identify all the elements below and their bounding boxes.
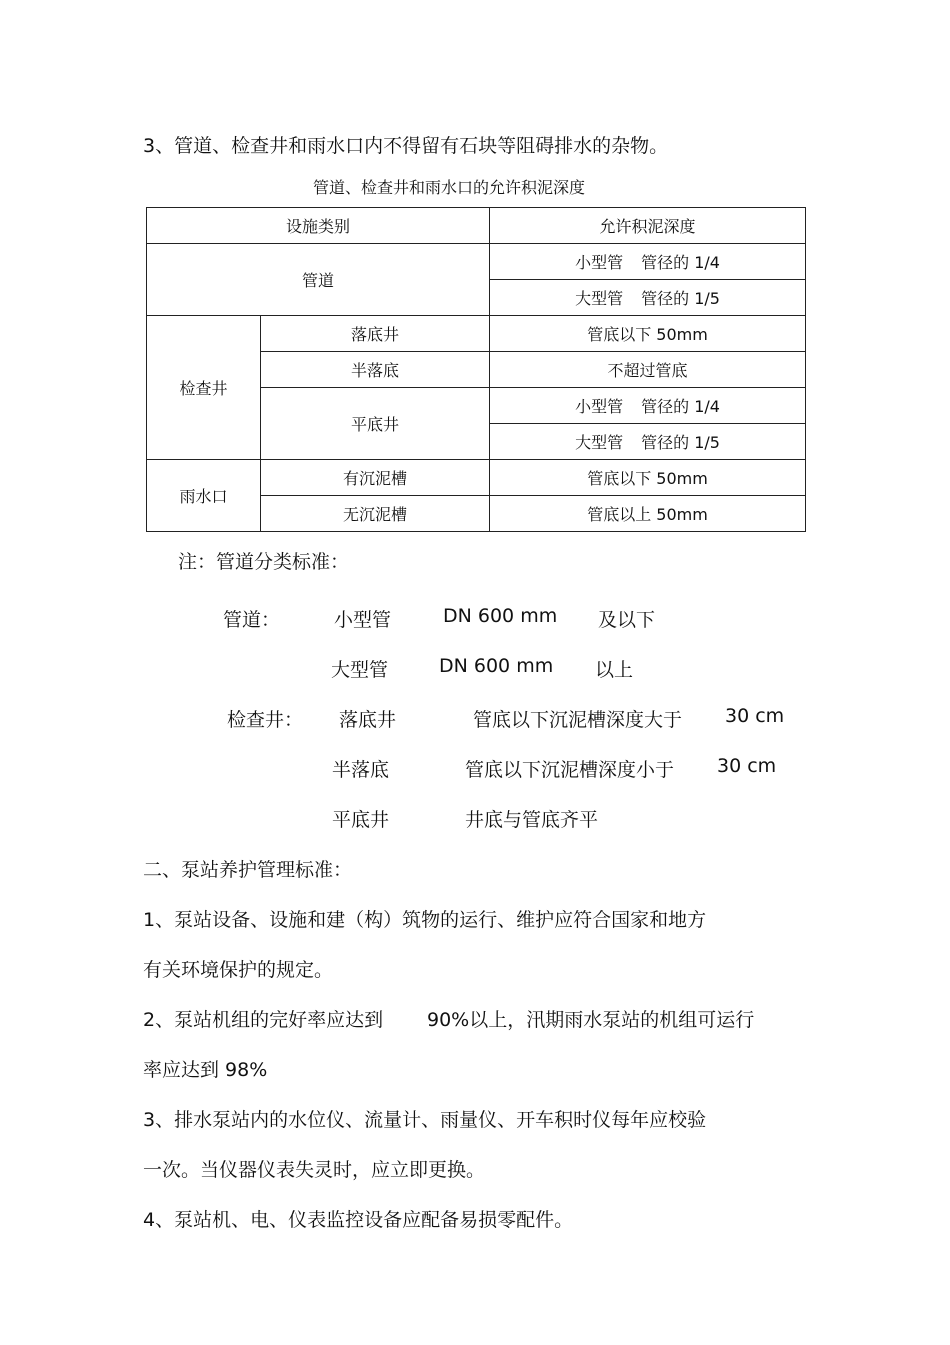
header-category: 设施类别 (147, 208, 490, 244)
table-caption: 管道、检查井和雨水口的允许积泥深度 (313, 178, 586, 197)
note-flat-desc: 井底与管底齐平 (465, 809, 599, 831)
note-small-dn: DN 600 mm (443, 605, 558, 627)
depth-desc: 管径的 (641, 433, 690, 452)
depth-desc: 管底以上 (587, 505, 652, 524)
cell-drop-manhole: 落底井 (261, 316, 490, 352)
pipe-type: 大型管 (575, 289, 624, 308)
depth-desc: 管底以下 (587, 325, 652, 344)
cell-semi-drop: 半落底 (261, 352, 490, 388)
note-small-pipe: 小型管 (334, 609, 392, 631)
depth-desc: 管径的 (641, 397, 690, 416)
cell-depth (490, 244, 806, 280)
depth-desc: 管径的 (641, 289, 690, 308)
note-large-dn: DN 600 mm (439, 655, 554, 677)
cell-flat-manhole: 平底井 (261, 388, 490, 460)
note-drop: 落底井 (339, 709, 397, 731)
pipe-type: 小型管 (575, 397, 624, 416)
cell-inlet: 雨水口 (147, 460, 261, 532)
table-row (147, 208, 806, 244)
table-row (147, 460, 806, 496)
depth-value: 1/4 (694, 253, 720, 272)
cell-pipe: 管道 (147, 244, 490, 316)
cell-with-sump: 有沉泥槽 (261, 460, 490, 496)
table-row (147, 244, 806, 280)
note-flat: 平底井 (332, 809, 390, 831)
note-large-pipe: 大型管 (331, 659, 389, 681)
paragraph-1-line-2: 有关环境保护的规定。 (143, 959, 334, 981)
paragraph-3-line-1: 3、排水泵站内的水位仪、流量计、雨量仪、开车积时仪每年应校验 (143, 1109, 707, 1131)
pipe-type: 大型管 (575, 433, 624, 452)
note-drop-desc: 管底以下沉泥槽深度大于 (473, 709, 683, 731)
note-semi-desc: 管底以下沉泥槽深度小于 (465, 759, 675, 781)
cell-depth (490, 388, 806, 424)
depth-value: 1/5 (694, 433, 720, 452)
cell-depth (490, 424, 806, 460)
cell-depth: 不超过管底 (490, 352, 806, 388)
note-semi: 半落底 (332, 759, 390, 781)
paragraph-4: 4、泵站机、电、仪表监控设备应配备易损零配件。 (143, 1209, 574, 1231)
pipe-type: 小型管 (575, 253, 624, 272)
cell-depth (490, 316, 806, 352)
note-manhole-label: 检查井： (227, 709, 304, 731)
paragraph-3-line-2: 一次。当仪器仪表失灵时，应立即更换。 (143, 1159, 486, 1181)
cell-without-sump: 无沉泥槽 (261, 496, 490, 532)
paragraph-2-line-1a: 2、泵站机组的完好率应达到 (143, 1009, 384, 1031)
section-2-heading: 二、泵站养护管理标准： (143, 859, 353, 881)
cell-depth (490, 280, 806, 316)
note-drop-value: 30 cm (725, 705, 785, 727)
note-small-range: 及以下 (598, 609, 656, 631)
depth-value: 1/5 (694, 289, 720, 308)
cell-depth (490, 496, 806, 532)
depth-value: 50mm (656, 505, 708, 524)
item-3-text: 3、管道、检查井和雨水口内不得留有石块等阻碍排水的杂物。 (143, 135, 669, 157)
depth-desc: 管径的 (641, 253, 690, 272)
depth-value: 50mm (656, 325, 708, 344)
depth-value: 1/4 (694, 397, 720, 416)
note-title: 注：管道分类标准： (178, 551, 350, 573)
header-depth: 允许积泥深度 (490, 208, 806, 244)
sediment-depth-table (146, 207, 806, 532)
paragraph-2-line-2: 率应达到 98% (143, 1059, 268, 1081)
paragraph-2-line-1b: 90%以上，汛期雨水泵站的机组可运行 (427, 1009, 755, 1031)
cell-depth (490, 460, 806, 496)
table-row (147, 316, 806, 352)
depth-value: 50mm (656, 469, 708, 488)
depth-desc: 管底以下 (587, 469, 652, 488)
note-large-range: 以上 (595, 659, 634, 681)
note-pipe-label: 管道： (223, 609, 281, 631)
cell-manhole: 检查井 (147, 316, 261, 460)
paragraph-1-line-1: 1、泵站设备、设施和建（构）筑物的运行、维护应符合国家和地方 (143, 909, 707, 931)
note-semi-value: 30 cm (717, 755, 777, 777)
